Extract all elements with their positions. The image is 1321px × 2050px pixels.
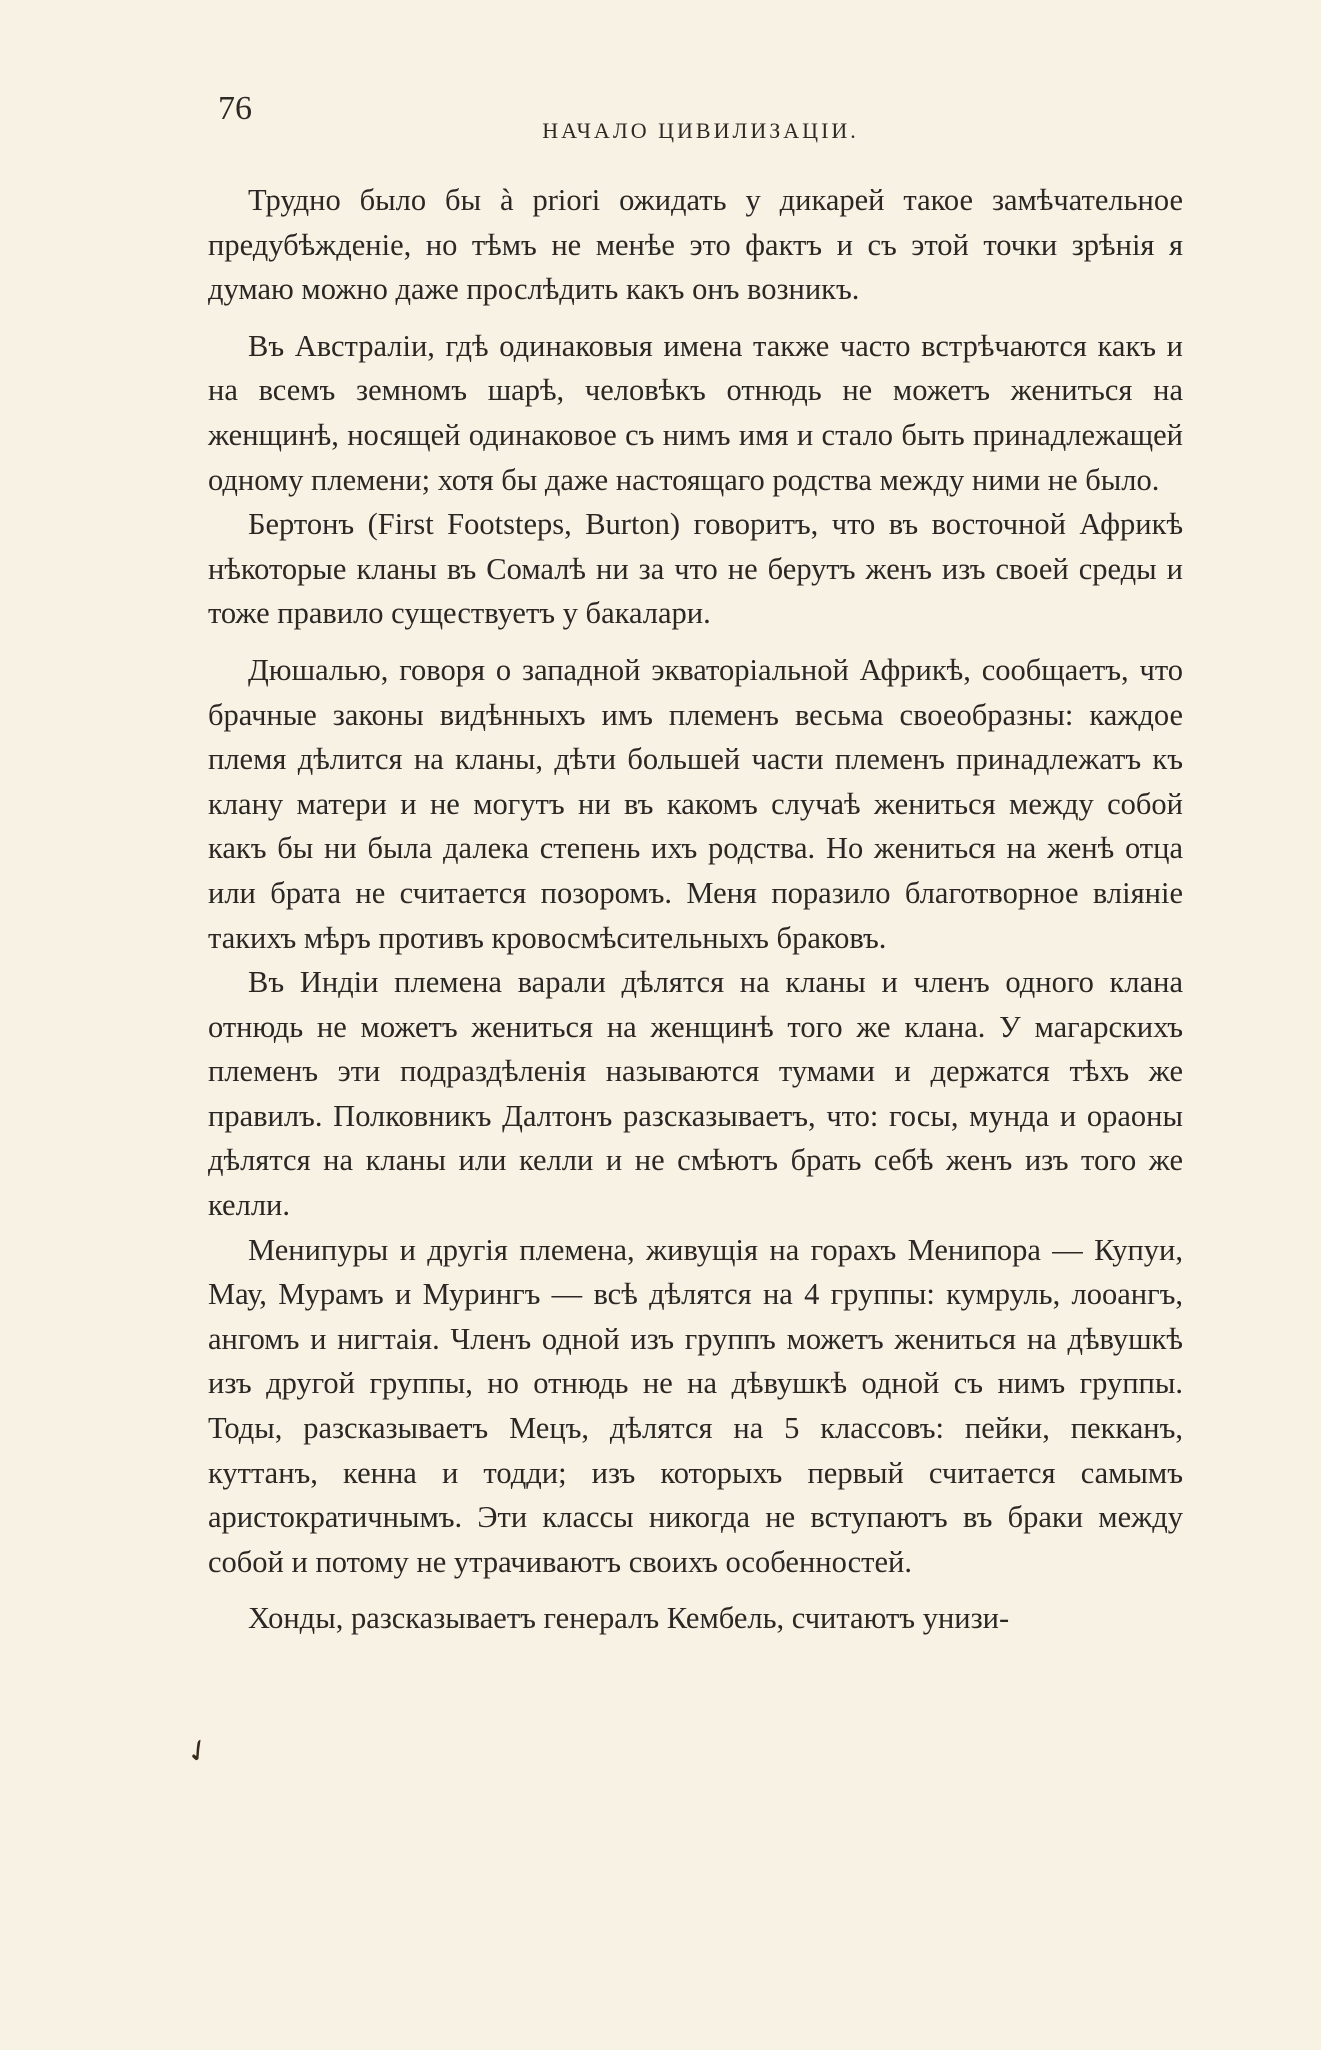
page-number: 76	[218, 90, 252, 127]
margin-check-mark: ✓	[178, 1730, 219, 1773]
paragraph: Хонды, разсказываетъ генералъ Кембель, считаютъ унизи-	[248, 1601, 1010, 1636]
running-head: НАЧАЛО ЦИВИЛИЗАЦІИ.	[542, 118, 859, 143]
paragraph: Трудно было бы à priori ожидать у дикарей такое замѣчательное предубѣжденіе, но тѣмъ не менѣе это фактъ и съ этой точки зрѣнія я думаю можно даже прослѣдить какъ онъ возникъ.	[208, 183, 1183, 307]
paragraph: Въ Австраліи, гдѣ одинаковыя имена также часто встрѣчаются какъ и на всемъ земномъ шарѣ, человѣкъ отнюдь не можетъ жениться на женщинѣ, носящей одинаковое съ нимъ имя и стало быть принадлежащей одному племени; хотя бы даже настоящаго родства между ними не было.	[208, 328, 1183, 497]
body-text	[208, 178, 1183, 1641]
paragraph: Въ Индіи племена варали дѣлятся на кланы и членъ одного клана отнюдь не можетъ жениться на женщинѣ того же клана. У магарскихъ племенъ эти подраздѣленія называются тумами и держатся тѣхъ же правилъ. Полковникъ Далтонъ разсказываетъ, что: госы, мунда и ораоны дѣлятся на кланы или келли и не смѣютъ брать себѣ женъ изъ того же келли.	[208, 965, 1183, 1223]
paragraph: Менипуры и другія племена, живущія на горахъ Менипора — Купуи, Мау, Мурамъ и Мурингъ — всѣ дѣлятся на 4 группы: кумруль, лооангъ, ангомъ и нигтаія. Членъ одной изъ группъ можетъ жениться на дѣвушкѣ изъ другой группы, но отнюдь не на дѣвушкѣ одной съ нимъ группы. Тоды, разсказываетъ Мецъ, дѣлятся на 5 классовъ: пейки, пекканъ, куттанъ, кенна и тодди; изъ которыхъ первый считается самымъ аристократичнымъ. Эти классы никогда не вступаютъ въ браки между собой и потому не утрачиваютъ своихъ особенностей.	[208, 1232, 1183, 1579]
paragraph: Дюшалью, говоря о западной экваторіальной Африкѣ, сообщаетъ, что брачные законы видѣнныхъ имъ племенъ весьма своеобразны: каждое племя дѣлится на кланы, дѣти большей части племенъ принадлежатъ къ клану матери и не могутъ ни въ какомъ случаѣ жениться между собой какъ бы ни была далека степень ихъ родства. Но жениться на женѣ отца или брата не считается позоромъ. Меня поразило благотворное вліяніе такихъ мѣръ противъ кровосмѣсительныхъ браковъ.	[208, 652, 1183, 955]
paragraph: Бертонъ (First Footsteps, Burton) говоритъ, что въ восточной Африкѣ нѣкоторые кланы въ Сомалѣ ни за что не берутъ женъ изъ своей среды и тоже правило существуетъ у бакалари.	[208, 507, 1183, 631]
